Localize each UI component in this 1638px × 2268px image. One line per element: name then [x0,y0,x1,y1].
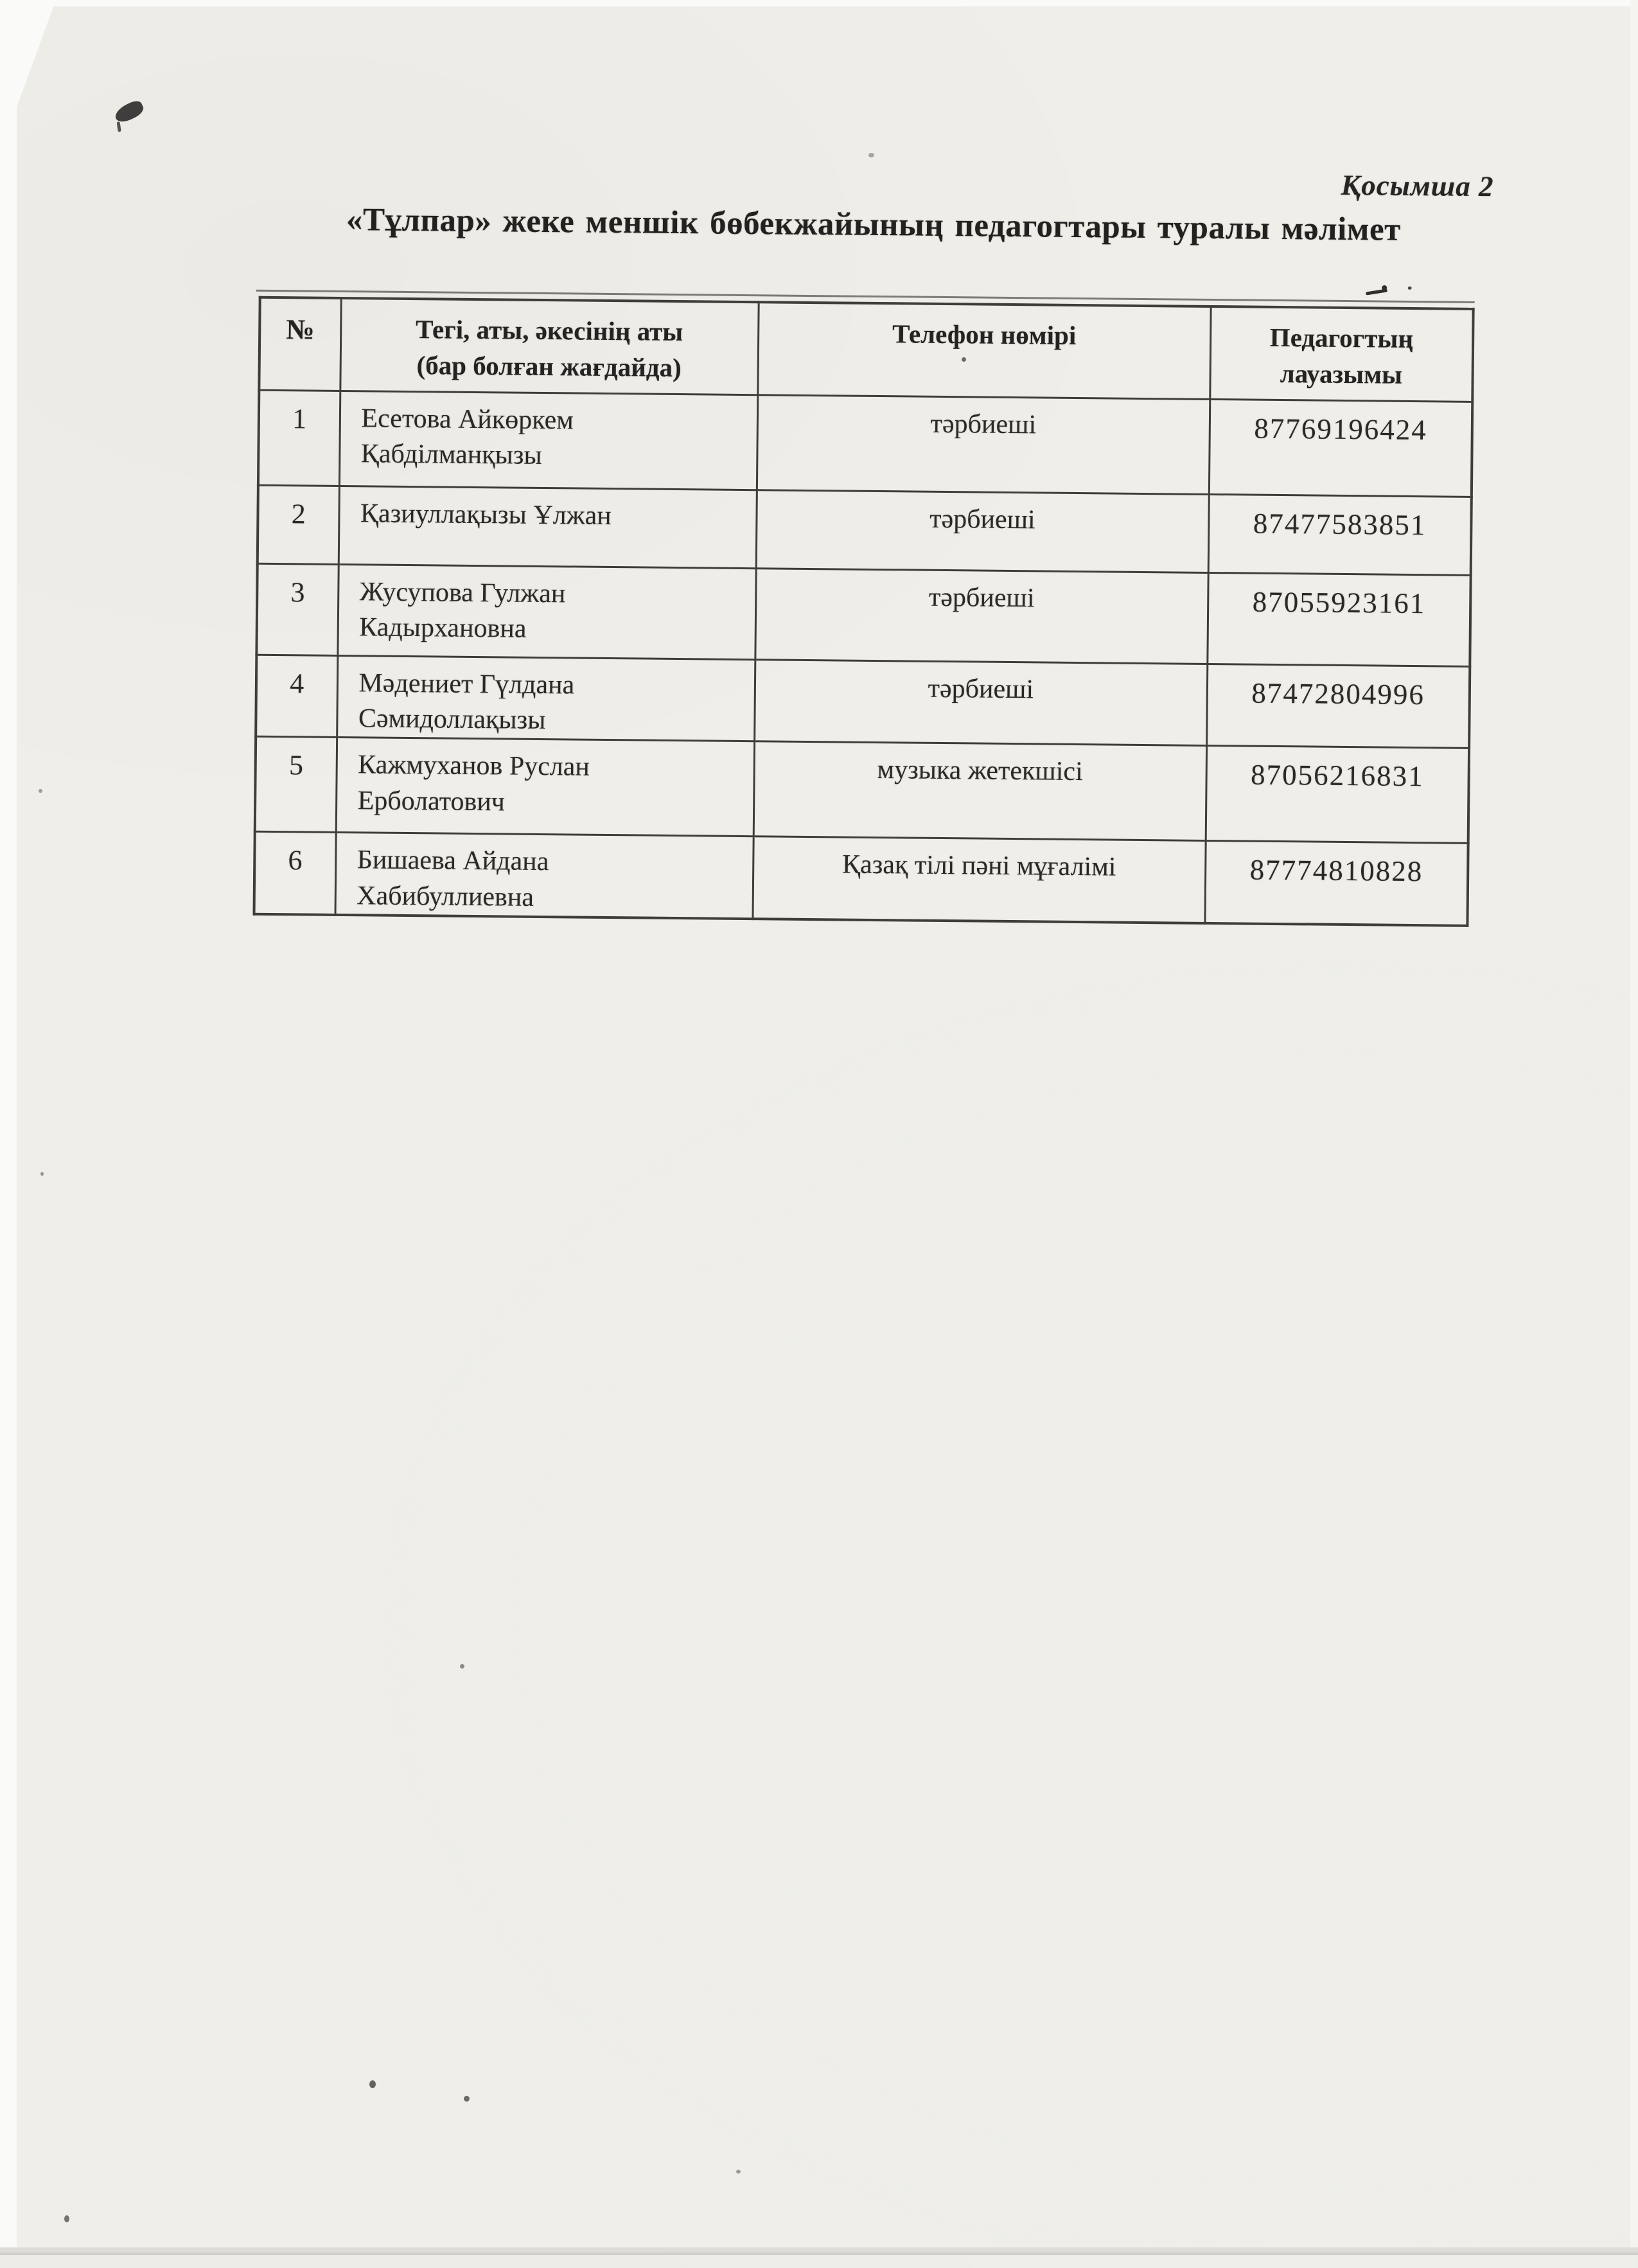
table-row [256,655,1470,749]
teachers-table [252,296,1474,927]
cell-position-column: 87472804996 [1206,664,1470,749]
ink-speck [736,2170,741,2174]
cell-phone-column: тәрбиеші [755,568,1208,664]
col-header-full-name: Тегі, аты, әкесінің аты (бар болған жағдайда) [340,298,758,394]
cell-full-name: Есетова Айкөркем Қабділманқызы [339,391,757,490]
header-row [259,297,1473,402]
cell-position-column: 87056216831 [1206,746,1469,844]
ink-speck [868,153,874,157]
cell-position-column: 87774810828 [1204,841,1468,926]
cell-number: 1 [258,390,340,486]
cell-full-name: Мәдениет Гүлдана Сәмидоллақызы [337,655,755,741]
table-row [256,563,1470,666]
cell-phone-column: тәрбиеші [754,659,1207,746]
cell-number: 3 [256,563,338,655]
ink-speck [39,789,42,793]
col-header-position: Педагогтың лауазымы [1210,306,1473,402]
cell-phone-column: тәрбиеші [756,490,1209,572]
cell-phone-column: музыка жетекшісі [753,741,1206,841]
ink-speck [464,2096,470,2102]
page-title: «Тұлпар» жеке меншік бөбекжайының педагогтары туралы мәлімет [346,202,1401,248]
table-row [255,737,1469,844]
cell-full-name: Кажмуханов Руслан Ерболатович [336,738,754,837]
cell-phone-column: тәрбиеші [757,394,1210,494]
appendix-label: Қосымша 2 [1341,168,1494,203]
ink-speck [460,1664,464,1669]
cell-full-name: Қазиуллақызы Ұлжан [339,486,757,568]
cell-full-name: Жусупова Гулжан Кадырхановна [337,564,755,659]
cell-number: 5 [255,737,337,833]
cell-full-name: Бишаева Айдана Хабибуллиевна [335,833,753,919]
cell-position-column: 87055923161 [1207,572,1470,666]
col-header-number: № [259,297,340,391]
ink-speck [369,2080,376,2088]
table-row [258,485,1472,575]
table-row [254,832,1468,926]
cell-position-column: 87477583851 [1208,494,1472,575]
ink-speck [40,1172,44,1176]
cell-number: 2 [258,485,339,564]
cell-number: 6 [254,832,336,916]
ink-speck [64,2215,69,2222]
ink-speck [962,357,966,362]
table-row [258,390,1472,497]
cell-number: 4 [256,655,337,738]
cell-phone-column: Қазақ тілі пәні мұғалімі [752,837,1205,923]
col-header-phone: Телефон нөмірі [757,302,1210,399]
cell-position-column: 87769196424 [1209,399,1472,497]
